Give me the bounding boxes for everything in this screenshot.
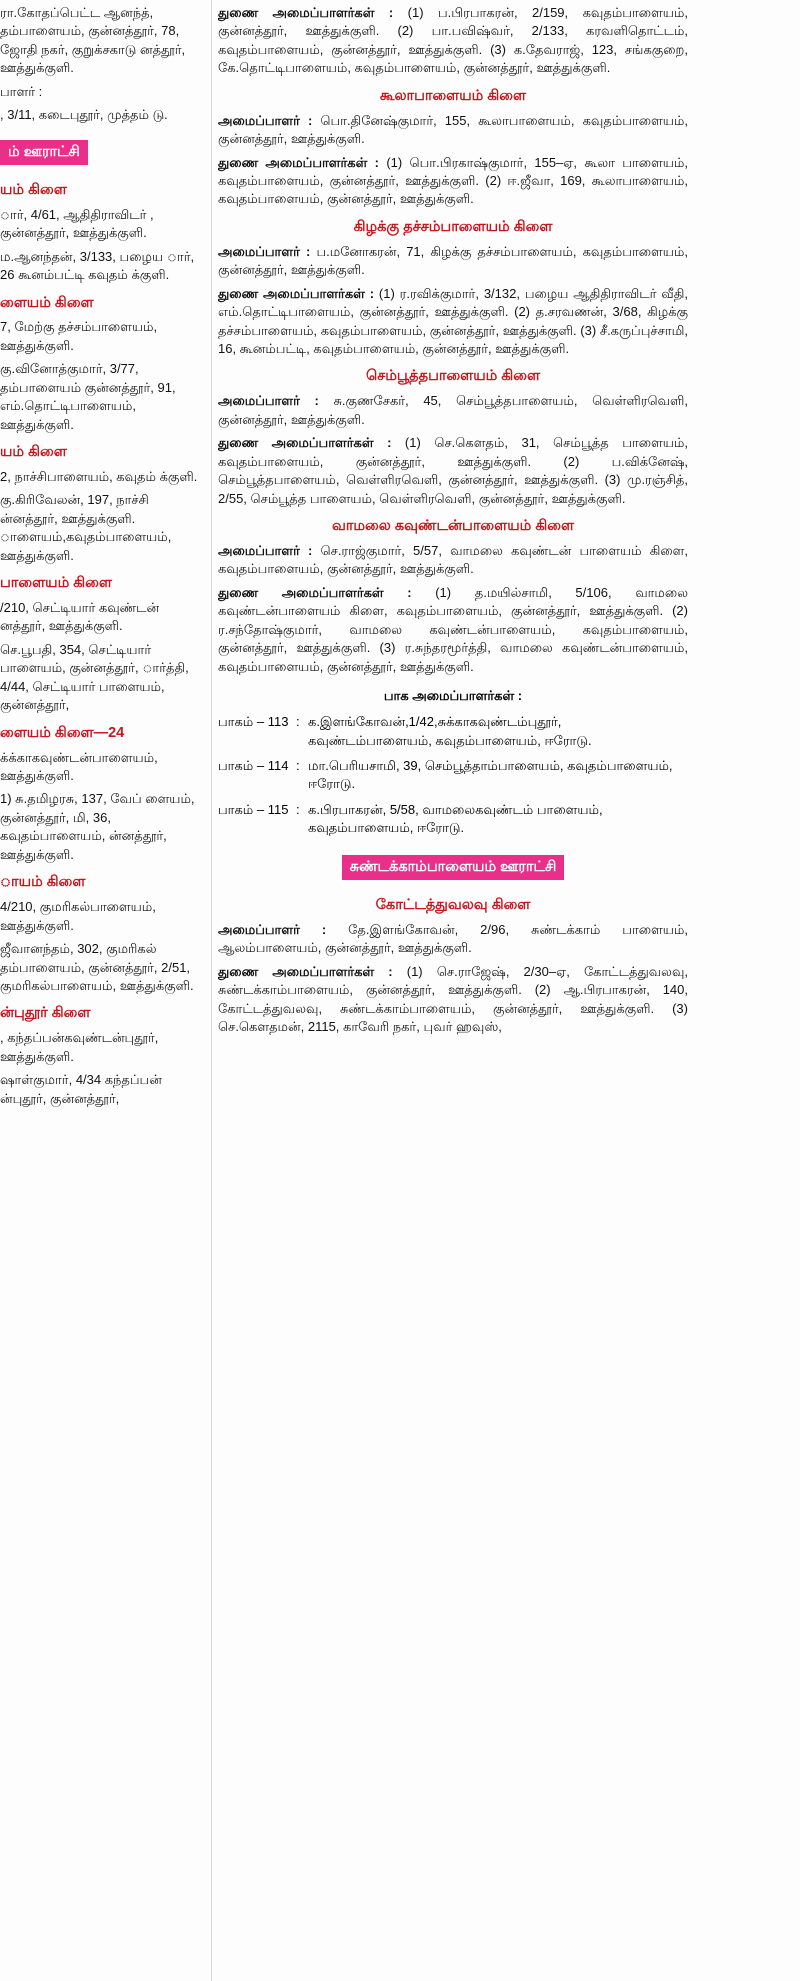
branch-heading: ளையம் கிளை [0,294,94,311]
branch-heading: யம் கிளை [0,444,67,461]
branch-heading: யம் கிளை [0,181,67,198]
branch-heading-semboothapalayam: செம்பூத்தபாளையம் கிளை [365,368,541,385]
paragraph-label: அமைப்பாளர் : [218,393,319,409]
panchayat-banner-wrap [218,845,688,887]
paragraph-label: அமைப்பாளர் : [218,921,327,937]
part-organizer-row [218,801,688,838]
organizer-paragraph: அமைப்பாளர் : செ.ராஜ்குமார், 5/57, வாமலை கவுண்டன் பாளையம் கிளை, கவுதம்பாளையம், குன்னத்தூர், ஊத்துக்குளி. [218,542,688,577]
paragraph: , 3/11, கடைபுதூர், முத்தம் டு. [0,107,168,123]
column-divider [211,0,212,1981]
branch-heading-koolapalayam: கூலாபாளையம் கிளை [379,87,527,104]
deputy-organizers-paragraph: துணை அமைப்பாளர்கள் : (1) செ.ராஜேஷ், 2/30–ஏ, கோட்டத்துவலவு, சுண்டக்காம்பாளையம், குன்னத்தூர், ஊத்துக்குளி. (2) ஆ.பிரபாகரன், 140, கோட்டத்துவலவு, சுண்டக்காம்பாளையம், குன்னத்தூர், ஊத்துக்குளி. (3) செ.கௌதமன், 2115, காவேரி நகர், புவர் ஹவுஸ், [218,963,688,1035]
part-colon: : [296,714,300,730]
branch-heading: ாயம் கிளை [0,874,86,891]
part-colon: : [296,757,300,773]
part-organizer-details: க.பிரபாகரன், 5/58, வாமலைகவுண்டம் பாளையம், கவுதம்பாளையம், ஈரோடு. [308,801,603,836]
part-organizer-details: க.இளங்கோவன்,1/42,சுக்காகவுண்டம்புதூர், கவுண்டம்பாளையம், கவுதம்பாளையம், ஈரோடு. [308,714,592,748]
paragraph: 4/210, குமரிகல்பாளையம், ஊத்துக்குளி. [0,899,156,933]
part-colon: : [296,801,300,817]
part-number: பாகம் – 113 [218,714,289,730]
organizer-paragraph: அமைப்பாளர் : தே.இளங்கோவன், 2/96, சுண்டக்காம் பாளையம், ஆலம்பாளையம், குன்னத்தூர், ஊத்துக்குளி. [218,921,688,956]
branch-heading-kottathuvalavu: கோட்டத்துவலவு கிளை [375,896,531,913]
paragraph-label: துணை அமைப்பாளர்கள் : [218,5,394,20]
paragraph: பாளர் : [0,83,43,99]
paragraph: ஷாள்குமார், 4/34 கந்தப்பன் ன்புதூர், குன்னத்தூர், [0,1072,162,1106]
branch-heading: பாளையம் கிளை [0,575,112,592]
paragraph-label: துணை அமைப்பாளர்கள் : [218,963,393,979]
organizer-paragraph: அமைப்பாளர் : ப.மனோகரன், 71, கிழக்கு தச்சம்பாளையம், கவுதம்பாளையம், குன்னத்தூர், ஊத்துக்குளி. [218,243,688,278]
paragraph: ரா.கோதப்பெட்ட ஆனந்த், தம்பாளையம், குன்னத்தூர், 78, ஜோதி நகர், குறுக்சகாடு னத்தூர், ஊத்துக்குளி. [0,5,186,76]
paragraph-label: துணை அமைப்பாளர்கள் : [218,154,379,170]
deputy-organizers-paragraph: துணை அமைப்பாளர்கள் : (1) ப.பிரபாகரன், 2/159, கவுதம்பாளையம், குன்னத்தூர், ஊத்துக்குளி. (2) பா.பவிஷ்வர், 2/133, கரவளிதொட்டம், கவுதம்பாளையம், குன்னத்தூர், ஊத்துக்குளி. (3) க.தேவராஜ், 123, சங்ககுறை, கே.தொட்டிபாளையம், கவுதம்பாளையம், குன்னத்தூர், ஊத்துக்குளி. [218,5,688,76]
paragraph: 2, நாச்சிபாளையம், கவுதம் க்குளி. [0,468,198,484]
paragraph-label: துணை அமைப்பாளர்கள் : [218,435,392,451]
panchayat-banner-sundakkampalayam: சுண்டக்காம்பாளையம் ஊராட்சி [342,855,565,880]
paragraph: ார், 4/61, ஆதிதிராவிடர் , குன்னத்தூர், ஊத்துக்குளி. [0,206,154,241]
left-column [0,0,205,1981]
paragraph-label: துணை அமைப்பாளர்கள் : [218,584,412,600]
paragraph-label: அமைப்பாளர் : [218,112,313,128]
part-organizer-row [218,757,688,794]
deputy-organizers-paragraph: துணை அமைப்பாளர்கள் : (1) ர.ரவிக்குமார், 3/132, பழைய ஆதிதிராவிடர் வீதி, எம்.தொட்டிபாளையம், குன்னத்தூர், ஊத்துக்குளி. (2) த.சரவணன், 3/68, கிழக்கு தச்சம்பாளையம், கவுதம்பாளையம், குன்னத்தூர், ஊத்துக்குளி. (3) சீ.கருப்புச்சாமி, 16, கூனம்பட்டி, கவுதம்பாளையம், குன்னத்தூர், ஊத்துக்குளி. [218,285,688,357]
deputy-organizers-paragraph: துணை அமைப்பாளர்கள் : (1) த.மயில்சாமி, 5/106, வாமலை கவுண்டன்பாளையம் கிளை, கவுதம்பாளையம், குன்னத்தூர், ஊத்துக்குளி. (2) ர.சந்தோஷ்குமார், வாமலை கவுண்டன்பாளையம், கவுதம்பாளையம், குன்னத்தூர், ஊத்துக்குளி. (3) ர.சுந்தரமூர்த்தி, வாமலை கவுண்டன்பாளையம், கவுதம்பாளையம், குன்னத்தூர், ஊத்துக்குளி. [218,584,688,674]
paragraph: 1) சு.தமிழரசு, 137, வேப் ளையம், குன்னத்தூர், மி, 36, கவுதம்பாளையம், ன்னத்தூர், ஊத்துக்குளி. [0,791,195,862]
paragraph: , கந்தப்பன்கவுண்டன்புதூர், ஊத்துக்குளி. [0,1030,159,1064]
paragraph: 7, மேற்கு தச்சம்பாளையம், ஊத்துக்குளி. [0,319,158,353]
deputy-organizers-paragraph: துணை அமைப்பாளர்கள் : (1) பொ.பிரகாஷ்குமார், 155–ஏ, கூலா பாளையம், கவுதம்பாளையம், குன்னத்தூர், ஊத்துக்குளி. (2) ஈ.ஜீவா, 169, கூலாபாளையம், கவுதம்பாளையம், குன்னத்தூர், ஊத்துக்குளி. [218,154,688,207]
panchayat-banner: ம் ஊராட்சி [0,140,88,165]
paragraph: ஜீவானந்தம், 302, குமரிகல் தம்பாளையம், குன்னத்தூர், 2/51, குமரிகல்பாளையம், ஊத்துக்குளி. [0,941,194,993]
part-organizers-subheading: பாக அமைப்பாளர்கள் : [383,688,523,704]
paragraph: கு.கிரிவேலன், 197, நாச்சி ன்னத்தூர், ஊத்துக்குளி. ாளையம்,கவுதம்பாளையம், ஊத்துக்குளி. [0,492,172,563]
organizer-paragraph: அமைப்பாளர் : சு.குணசேகர், 45, செம்பூத்தபாளையம், வெள்ளிரவெளி, குன்னத்தூர், ஊத்துக்குளி. [218,393,688,427]
branch-heading-vamalai-goundanpalayam: வாமலை கவுண்டன்பாளையம் கிளை [331,518,575,535]
paragraph-label: துணை அமைப்பாளர்கள் : [218,285,375,301]
organizer-paragraph: அமைப்பாளர் : பொ.தினேஷ்குமார், 155, கூலாபாளையம், கவுதம்பாளையம், குன்னத்தூர், ஊத்துக்குளி. [218,112,688,147]
branch-heading-east-thachampalayam: கிழக்கு தச்சம்பாளையம் கிளை [353,218,553,235]
part-number: பாகம் – 114 [218,757,289,773]
paragraph: கு.வினோத்குமார், 3/77, தம்பாளையம் குன்னத்தூர், 91, எம்.தொட்டிபாளையம், ஊத்துக்குளி. [0,361,176,432]
part-number: பாகம் – 115 [218,801,289,817]
paragraph: ம.ஆனந்தன், 3/133, பழைய ார், 26 கூனம்பட்டி கவுதம் க்குளி. [0,248,195,283]
panchayat-banner-wrap [0,130,199,172]
paragraph: க்க்காகவுண்டன்பாளையம், ஊத்துக்குளி. [0,749,158,784]
branch-heading: ன்புதூர் கிளை [0,1005,91,1022]
paragraph: செ.பூபதி, 354, செட்டியார் பாளையம், குன்னத்தூர், ார்த்தி, 4/44, செட்டியார் பாளையம், குன்னத்தூர், [0,641,189,713]
paragraph-label: அமைப்பாளர் : [218,243,311,259]
deputy-organizers-paragraph: துணை அமைப்பாளர்கள் : (1) செ.கௌதம், 31, செம்பூத்த பாளையம், கவுதம்பாளையம், குன்னத்தூர், ஊத்துக்குளி. (2) ப.விக்னேஷ், செம்பூத்தபாளையம், வெள்ளிரவெளி, குன்னத்தூர், ஊத்துக்குளி. (3) மு.ரஞ்சித், 2/55, செம்பூத்த பாளையம், வெள்ளிரவெளி, குன்னத்தூர், ஊத்துக்குளி. [218,435,688,506]
part-organizer-details: மா.பெரியசாமி, 39, செம்பூத்தாம்பாளையம், கவுதம்பாளையம், ஈரோடு. [308,757,673,792]
branch-heading: ளையம் கிளை—24 [0,724,125,741]
paragraph-label: அமைப்பாளர் : [218,542,313,558]
part-organizer-row [218,713,688,750]
paragraph: /210, செட்டியார் கவுண்டன் னத்தூர், ஊத்துக்குளி. [0,600,160,634]
right-column [218,0,688,1981]
